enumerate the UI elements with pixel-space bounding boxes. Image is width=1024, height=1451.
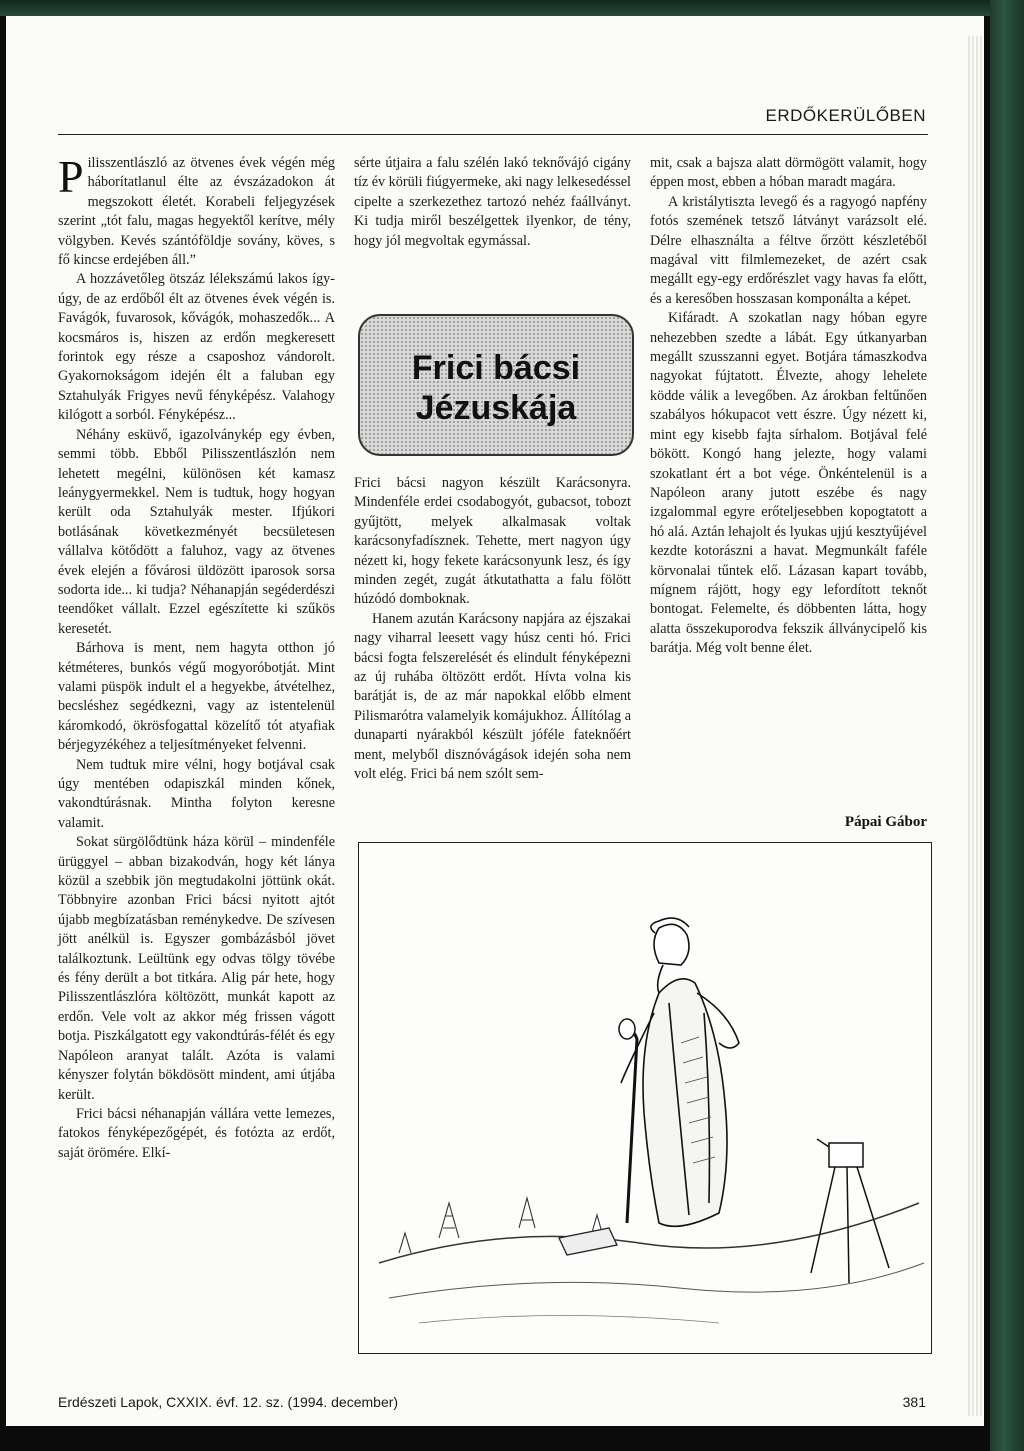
page-edges bbox=[968, 36, 984, 1416]
paragraph: Nem tudtuk mire vélni, hogy botjával csak úgy mentében odapiszkál minden kőnek, vakondtúrásnak. Mintha folyton keresne valamit. bbox=[58, 756, 335, 831]
drop-cap: P bbox=[58, 151, 84, 202]
paragraph-text: ilisszentlászló az ötvenes évek végén még háborítatlanul élte az évszázadokon át megszokott életét. Korabeli feljegyzések szerint „tót falu, magas hegyektől kerítve, mély völgyben. Kevés szántóföldje sovány, köves, s fő kincse erdejében áll.” bbox=[58, 155, 335, 269]
header-rule bbox=[58, 134, 928, 135]
paragraph: Kifáradt. A szokatlan nagy hóban egyre nehezebben szedte a lábát. Egy útkanyarban megállt szusszanni egyet. Botjára támaszkodva nagyokat fújtatott. Élvezte, ahogy lehelete ködde válik a levegőben. Az árokban feltűnően szabályos hókupacot vett észre. Úgy nézett ki, mint egy kisebb fajta sírhalom. Botjával felé bökött. Kongó hang jelezte, hogy valami szokatlant ért a bot vége. Önkéntelenül is a Napóleon arany jutott eszébe és nagy izgalommal egyre erőteljesebben kopogtatott a hó alá. Aztán lehajolt és lyukas ujjú kesztyűjével kezdte kotorászni a havat. Megmunkált faféle körvonalai tűntek elő. Lázasan kapart tovább, mígnem rájött, hogy egy lefordított teknőt bontogat. Felemelte, és döbbenten látta, hogy alatta összekuporodva fekszik állványcipelő kis barátja. Még volt benne élet. bbox=[650, 310, 927, 657]
paragraph: Sokat sürgölődtünk háza körül – mindenféle ürüggyel – abban bizakodván, hogy két lánya közül a szebbik jön megtudakolni jöttünk okát. Többnyire azonban Frici bácsi nyitott ajtót újabb megbízatásban reménykedve. De szívesen jött anélkül is. Egyszer gombázásból jövet találkoztunk. Leültünk egy odvas tölgy tövébe és fény derült a bot titkára. Alig pár hete, hogy Pilisszentlászlóra költözött, munkát kapott az erdőn. Vele volt az akkor még frissen vágott botja. Piszkálgatott egy vakondtúrás-félét és egy Napóleon aranyat talált. Azóta is valami kényszer folytán bökdösött mindent, ami útjába került. bbox=[58, 834, 335, 1103]
article-title-box bbox=[358, 314, 634, 456]
book-binding-spine bbox=[990, 0, 1024, 1451]
paragraph: Hanem azután Karácsony napjára az éjszakai nagy viharral leesett vagy húsz centi hó. Frici bácsi fogta felszerelését és elindult fényképezni az új ruhába öltözött erdőt. Hívta volna kis barátját is, de az már napokkal előbb elment Pilismarótra valamelyik komájukhoz. Állítólag a dunaparti nyárakból készült jóféle fateknőért ment, melyből disznóvágások idején soha nem volt elég. Frici bá nem szólt sem- bbox=[354, 610, 631, 783]
paragraph bbox=[58, 151, 335, 270]
running-head: ERDŐKERÜLŐBEN bbox=[765, 106, 926, 125]
title-line-2: Jézuskája bbox=[415, 389, 577, 427]
book-binding-top bbox=[0, 0, 1024, 16]
paragraph: Frici bácsi nagyon készült Karácsonyra. Mindenféle erdei csodabogyót, gubacsot, tobozt gyűjtött, melyek alkalmasak voltak karácsonyfadísznek. Tehette, mert nagyon úgy nézett ki, hogy fekete karácsonyunk lesz, és így minden zegét, zugát átkutathatta a falu fölött húzódó domboknak. bbox=[354, 475, 631, 608]
paragraph: Frici bácsi néhanapján vállára vette lemezes, fatokos fényképezőgépét, és fotózta az erdőt, saját örömére. Elkí- bbox=[58, 1105, 335, 1161]
title-line-1: Frici bácsi bbox=[411, 349, 581, 387]
column-2-top bbox=[354, 154, 631, 251]
illustration-drawing-icon bbox=[359, 843, 931, 1353]
page-number: 381 bbox=[902, 1394, 926, 1410]
paragraph: sérte útjaira a falu szélén lakó teknővájó cigány tíz év körüli fiúgyermeke, aki nagy lelkesedéssel cipelte a szerkezethez tartozó nehéz faállványt. Ki tudja miről beszélgettek ilyenkor, de tény, hogy jól megvoltak egymással. bbox=[354, 155, 631, 249]
column-2-bottom bbox=[354, 474, 631, 785]
journal-citation: Erdészeti Lapok, CXXIX. évf. 12. sz. (1994. december) bbox=[58, 1394, 399, 1410]
column-3 bbox=[650, 154, 927, 659]
paragraph: A hozzávetőleg ötszáz lélekszámú lakos így-úgy, de az erdőből élt az ötvenes évek végén is. Favágók, fuvarosok, kővágók, mohaszedők... A kocsmáros is, hiszen az erdőn megkeresett forintok egy része a csaposhoz vándorolt. Gyakornokságom idején élt a faluban egy Sztahulyák Frigyes nevű fényképész. Valahogy kilógott a sorból. Fényképész... bbox=[58, 271, 335, 424]
paragraph: Bárhova is ment, nem hagyta otthon jó kétméteres, bunkós végű mogyoróbotját. Mint valami püspök indult el a hegyekbe, átvételhez, becsléshez segédkezni, vagy az istentelenül káromkodó, ökrösfogattal közelítő tót atyafiak bérjegyzékéhez a teljesítményeket felvenni. bbox=[58, 640, 335, 754]
paragraph: A kristálytiszta levegő és a ragyogó napfény fotós szemének tetsző látványt varázsolt elé. Délre elhasználta a féltve őrzött készletéből magával vitt filmlemezeket, de azért csak megállt egy-egy erdőrészlet vagy havas fa előtt, és a keresőben hosszasan komponálta a képet. bbox=[650, 193, 927, 307]
author-byline: Pápai Gábor bbox=[844, 814, 927, 830]
article-title bbox=[360, 348, 632, 428]
paragraph: mit, csak a bajsza alatt dörmögött valamit, hogy éppen most, ebben a hóban maradt magára. bbox=[650, 155, 927, 191]
paragraph: Néhány esküvő, igazolványkép egy évben, semmi több. Ebből Pilisszentlászlón nem lehetett megélni, különösen két kamasz leánygyermekkel. Nem is tudtuk, hogy hogyan került oda Sztahulyák mester. Ifjúkori botlásának következményét becsületesen vállalva kötődött a faluhoz, vagy az ötvenes évek elején a fővárosi üldözött iparosok sorsa sodorta ide... ki tudja? Néhanapján segéderdészi teendőket vállalt. Ezzel egészítette ki szűkös keresetét. bbox=[58, 426, 335, 637]
column-1 bbox=[58, 151, 335, 1359]
magazine-page bbox=[6, 16, 984, 1426]
article-illustration bbox=[358, 842, 932, 1354]
